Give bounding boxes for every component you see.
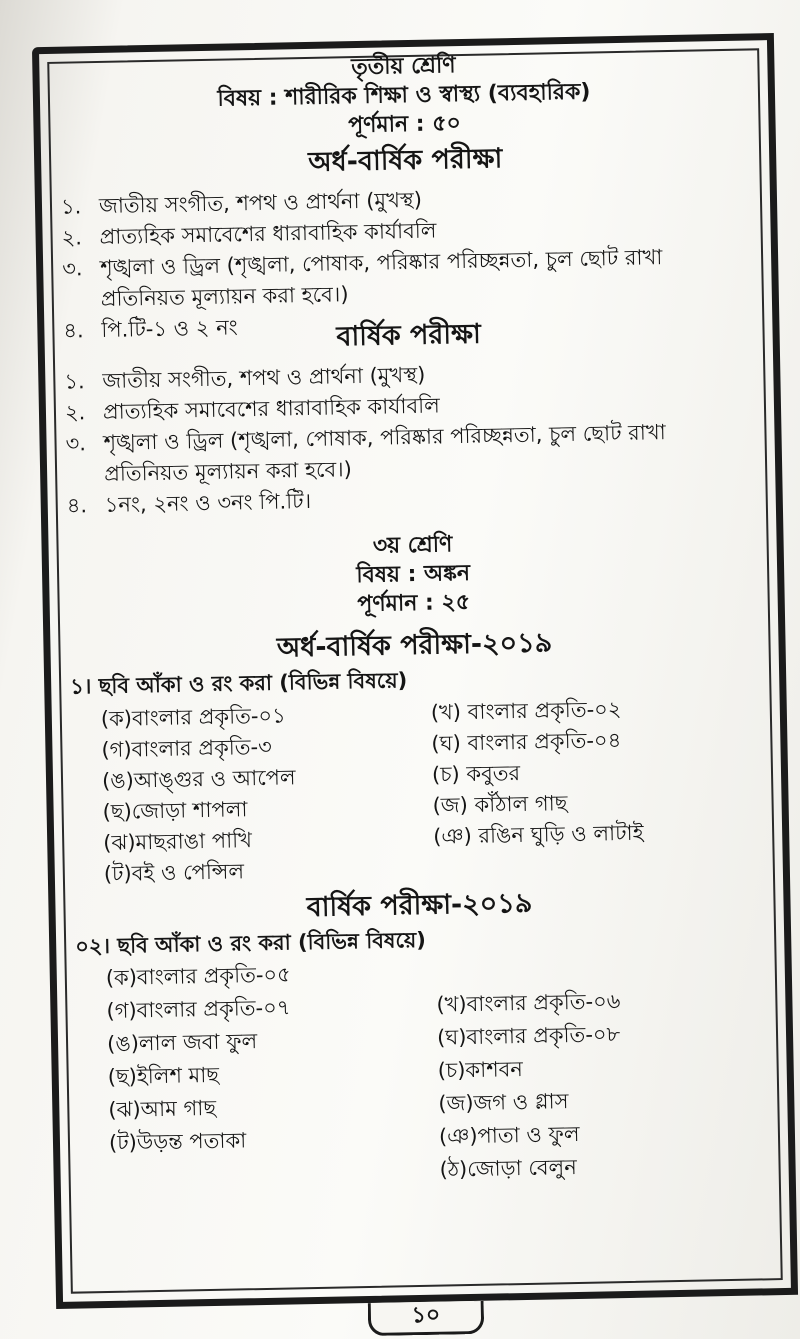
topic-item: (ট)বই ও পেন্সিল bbox=[103, 859, 245, 887]
topic-item: (জ) কাঁঠাল গাছ bbox=[432, 791, 568, 818]
item-text: শৃঙ্খলা ও ড্রিল (শৃঙ্খলা, পোষাক, পরিষ্কার পরিচ্ছন্নতা, চুল ছোট রাখা bbox=[99, 245, 663, 280]
topic-item: (ঠ)জোড়া বেলুন bbox=[439, 1154, 577, 1182]
item-number: ২. bbox=[61, 225, 83, 250]
annual-topics-2 bbox=[76, 949, 770, 1193]
item-text: শৃঙ্খলা ও ড্রিল (শৃঙ্খলা, পোষাক, পরিষ্কার পরিচ্ছন্নতা, চুল ছোট রাখা bbox=[103, 420, 666, 455]
page-content bbox=[58, 33, 772, 1306]
item-number: ২. bbox=[64, 400, 86, 425]
topic-item bbox=[109, 1154, 440, 1193]
topic-item: (চ) কবুতর bbox=[431, 761, 521, 787]
item-text: জাতীয় সংগীত, শপথ ও প্রার্থনা (মুখস্থ) bbox=[98, 187, 423, 218]
topic-item: (ঘ) বাংলার প্রকৃতি-০৪ bbox=[431, 728, 622, 756]
topic-item: (গ)বাংলার প্রকৃতি-৩ bbox=[101, 734, 272, 763]
item-text: পি.টি-১ ও ২ নং bbox=[101, 315, 238, 342]
topic-item: (গ)বাংলার প্রকৃতি-০৭ bbox=[106, 995, 291, 1023]
item-text: ১নং, ২নং ও ৩নং পি.টি। bbox=[104, 488, 312, 517]
half-yearly-heading-1: অর্ধ-বার্ষিক পরীক্ষা bbox=[307, 143, 503, 178]
annual-list-1 bbox=[64, 353, 757, 521]
topic-item: (ঝ)আম গাছ bbox=[108, 1095, 217, 1122]
topic-item: (ঙ)লাল জবা ফুল bbox=[106, 1029, 258, 1056]
item-number: ৩. bbox=[62, 256, 83, 281]
topic-item: (ঝ)মাছরাঙা পাখি bbox=[103, 828, 253, 856]
half-yearly-topics-2 bbox=[71, 691, 764, 890]
full-marks-1: পূর্ণমান : ৫০ bbox=[347, 111, 462, 139]
item-number: ৪. bbox=[63, 318, 84, 343]
page-number: ১০ bbox=[368, 1301, 485, 1336]
item-text: প্রাত্যহিক সমাবেশের ধারাবাহিক কার্যাবলি bbox=[99, 218, 437, 249]
topic-item bbox=[434, 846, 765, 883]
half-yearly-heading-2: অর্ধ-বার্ষিক পরীক্ষা-২০১৯ bbox=[276, 627, 553, 664]
topic-item: (ঘ)বাংলার প্রকৃতি-০৮ bbox=[436, 1022, 621, 1050]
item-number: ৩. bbox=[65, 431, 87, 456]
item-text: জাতীয় সংগীত, শপথ ও প্রার্থনা (মুখস্থ) bbox=[102, 362, 426, 393]
class-label-1: তৃতীয় শ্রেণি bbox=[350, 53, 456, 81]
item-continuation: প্রতিনিয়ত মূল্যায়ন করা হবে।) bbox=[100, 282, 349, 311]
item-text: প্রাত্যহিক সমাবেশের ধারাবাহিক কার্যাবলি bbox=[102, 393, 441, 424]
topic-item: (ছ)জোড়া শাপলা bbox=[102, 797, 248, 825]
item-number: ৪. bbox=[66, 493, 88, 518]
subject-1: বিষয় : শারীরিক শিক্ষা ও স্বাস্থ্য (ব্যবহারিক) bbox=[217, 79, 591, 112]
topic-item: (চ)কাশবন bbox=[437, 1057, 524, 1083]
topic-item: (ঞ) রঙিন ঘুড়ি ও লাটাই bbox=[432, 820, 644, 849]
item-number: ১. bbox=[60, 194, 82, 219]
topic-item: (ঙ)আঙ্গুর ও আপেল bbox=[101, 765, 296, 794]
item-continuation: প্রতিনিয়ত মূল্যায়ন করা হবে।) bbox=[103, 457, 353, 486]
full-marks-2: পূর্ণমান : ২৫ bbox=[357, 589, 471, 618]
half-yearly-list-1 bbox=[61, 178, 754, 346]
question-2: ০২। ছবি আঁকা ও রং করা (বিভিন্ন বিষয়ে) bbox=[75, 927, 427, 959]
topic-item: (জ)জগ ও গ্লাস bbox=[438, 1089, 569, 1116]
topic-item: (ক)বাংলার প্রকৃতি-০৫ bbox=[105, 962, 291, 990]
topic-item: (ঞ)পাতা ও ফুল bbox=[438, 1121, 580, 1149]
item-number: ১. bbox=[64, 369, 85, 394]
question-1: ১। ছবি আঁকা ও রং করা (বিভিন্ন বিষয়ে) bbox=[70, 668, 408, 699]
topic-item: (ট)উড়ন্ত পতাকা bbox=[108, 1128, 247, 1155]
subject-2: বিষয় : অঙ্কন bbox=[356, 560, 471, 589]
annual-heading-2: বার্ষিক পরীক্ষা-২০১৯ bbox=[306, 887, 533, 924]
topic-item: (খ)বাংলার প্রকৃতি-০৬ bbox=[436, 989, 621, 1017]
topic-item: (ছ)ইলিশ মাছ bbox=[107, 1062, 220, 1089]
class-label-2: ৩য় শ্রেণি bbox=[372, 532, 453, 559]
topic-item: (ক)বাংলার প্রকৃতি-০১ bbox=[100, 703, 286, 732]
annual-heading-1: বার্ষিক পরীক্ষা bbox=[336, 318, 482, 353]
topic-item: (খ) বাংলার প্রকৃতি-০২ bbox=[430, 697, 622, 725]
